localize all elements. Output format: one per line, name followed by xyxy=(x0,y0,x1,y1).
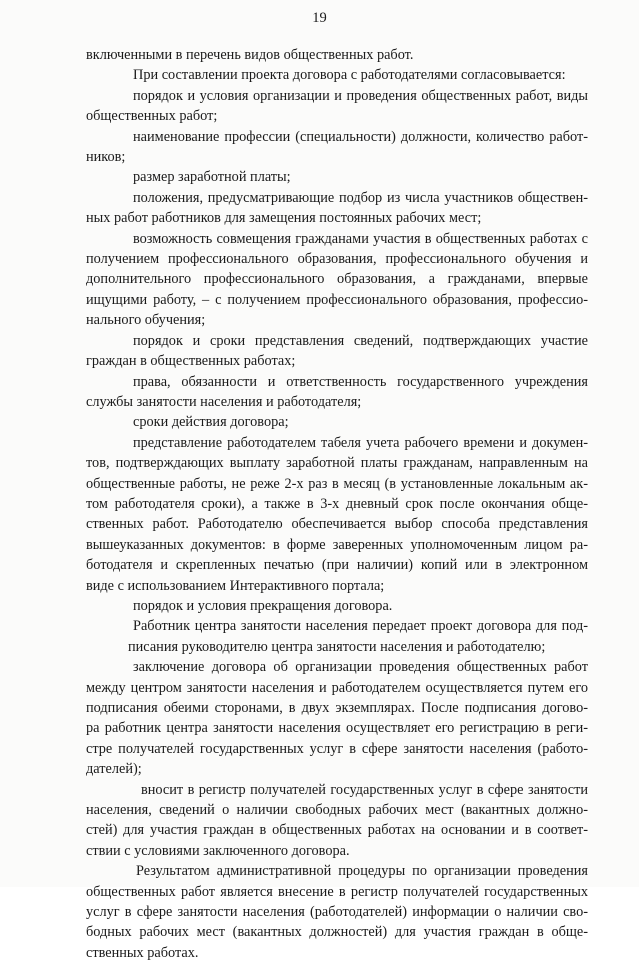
text-line: ников; xyxy=(86,149,126,166)
text-line: общественных работ является внесение в регистр получателей государственных xyxy=(86,883,588,900)
text-line: дателей); xyxy=(86,761,142,778)
text-line: ственных работах. xyxy=(86,944,199,961)
text-line: писания руководителю центра занятости населения и работодателю; xyxy=(128,638,546,655)
text-line: положения, предусматривающие подбор из числа участников обществен- xyxy=(133,189,588,206)
text-line: граждан в общественных работах; xyxy=(86,353,296,370)
text-line: стре получателей государственных услуг в сфере занятости населения (работо- xyxy=(86,740,588,757)
text-line: ищущими работу, – с получением профессионального образования, профессио- xyxy=(86,291,588,308)
text-line: сроки действия договора; xyxy=(133,414,289,431)
text-line: Работник центра занятости населения передает проект договора для под- xyxy=(133,618,588,635)
text-line: заключение договора об организации проведения общественных работ xyxy=(133,659,588,676)
text-line: порядок и сроки представления сведений, подтверждающих участие xyxy=(133,332,588,349)
text-line: населения, сведений о наличии свободных рабочих мест (вакантных должно- xyxy=(86,802,588,819)
text-line: включенными в перечень видов общественных работ. xyxy=(86,47,414,63)
text-line: тов, подтверждающих выплату заработной платы гражданам, направленным на xyxy=(86,455,588,472)
text-line: услуг в сфере занятости населения (работодателей) информации о наличии сво- xyxy=(86,904,588,921)
text-line: представление работодателем табеля учета рабочего времени и докумен- xyxy=(133,434,588,451)
text-line: подписания обеими сторонами, в двух экземплярах. После подписания догово- xyxy=(86,700,588,716)
text-line: дополнительного профессионального образования, а гражданами, впервые xyxy=(86,271,588,288)
text-line: нального обучения; xyxy=(86,312,206,329)
text-line: виде с использованием Интерактивного портала; xyxy=(86,577,385,594)
text-line: бодных рабочих мест (вакантных должностей) для участия граждан в обще- xyxy=(86,924,588,941)
text-line: ствии с условиями заключенного договора. xyxy=(86,842,350,859)
text-line: службы занятости населения и работодателя; xyxy=(86,393,362,410)
text-line: наименование профессии (специальности) должности, количество работ- xyxy=(133,128,588,145)
text-line: порядок и условия прекращения договора. xyxy=(133,597,393,614)
text-line: ственных работ. Работодателю обеспечивается выбор способа представления xyxy=(86,516,588,533)
text-line: вышеуказанных документов: в форме заверенных уполномоченным лицом ра- xyxy=(86,536,588,553)
text-line: стей) для участия граждан в общественных работах на основании и в соответ- xyxy=(86,822,588,839)
document-body-text xyxy=(86,45,588,963)
text-line: между центром занятости населения и работодателем осуществляется путем его xyxy=(86,679,588,696)
text-line: общественные работы, не реже 2-х раз в месяц (в установленные локальным ак- xyxy=(86,475,588,492)
text-line: права, обязанности и ответственность государственного учреждения xyxy=(133,373,588,390)
text-line: общественных работ; xyxy=(86,108,218,125)
page-number: 19 xyxy=(312,10,327,26)
text-line: ботодателя и скрепленных печатью (при наличии) копий или в электронном xyxy=(86,557,588,574)
text-line: ра работник центра занятости населения осуществляет его регистрацию в реги- xyxy=(86,720,588,737)
text-line: При составлении проекта договора с работодателями согласовывается: xyxy=(133,67,566,84)
text-line: возможность совмещения гражданами участия в общественных работах с xyxy=(133,230,588,247)
text-line: ных работ работников для замещения постоянных рабочих мест; xyxy=(86,210,482,227)
text-line: размер заработной платы; xyxy=(133,169,291,186)
text-line: получением профессионального образования, профессионального обучения и xyxy=(86,251,588,268)
text-line: порядок и условия организации и проведения общественных работ, виды xyxy=(133,87,588,104)
text-line: том работодателя сроки), а также в 3-х дневный срок после окончания обще- xyxy=(86,495,588,512)
text-line: Результатом административной процедуры по организации проведения xyxy=(136,863,588,880)
text-line: вносит в регистр получателей государственных услуг в сфере занятости xyxy=(141,781,588,798)
